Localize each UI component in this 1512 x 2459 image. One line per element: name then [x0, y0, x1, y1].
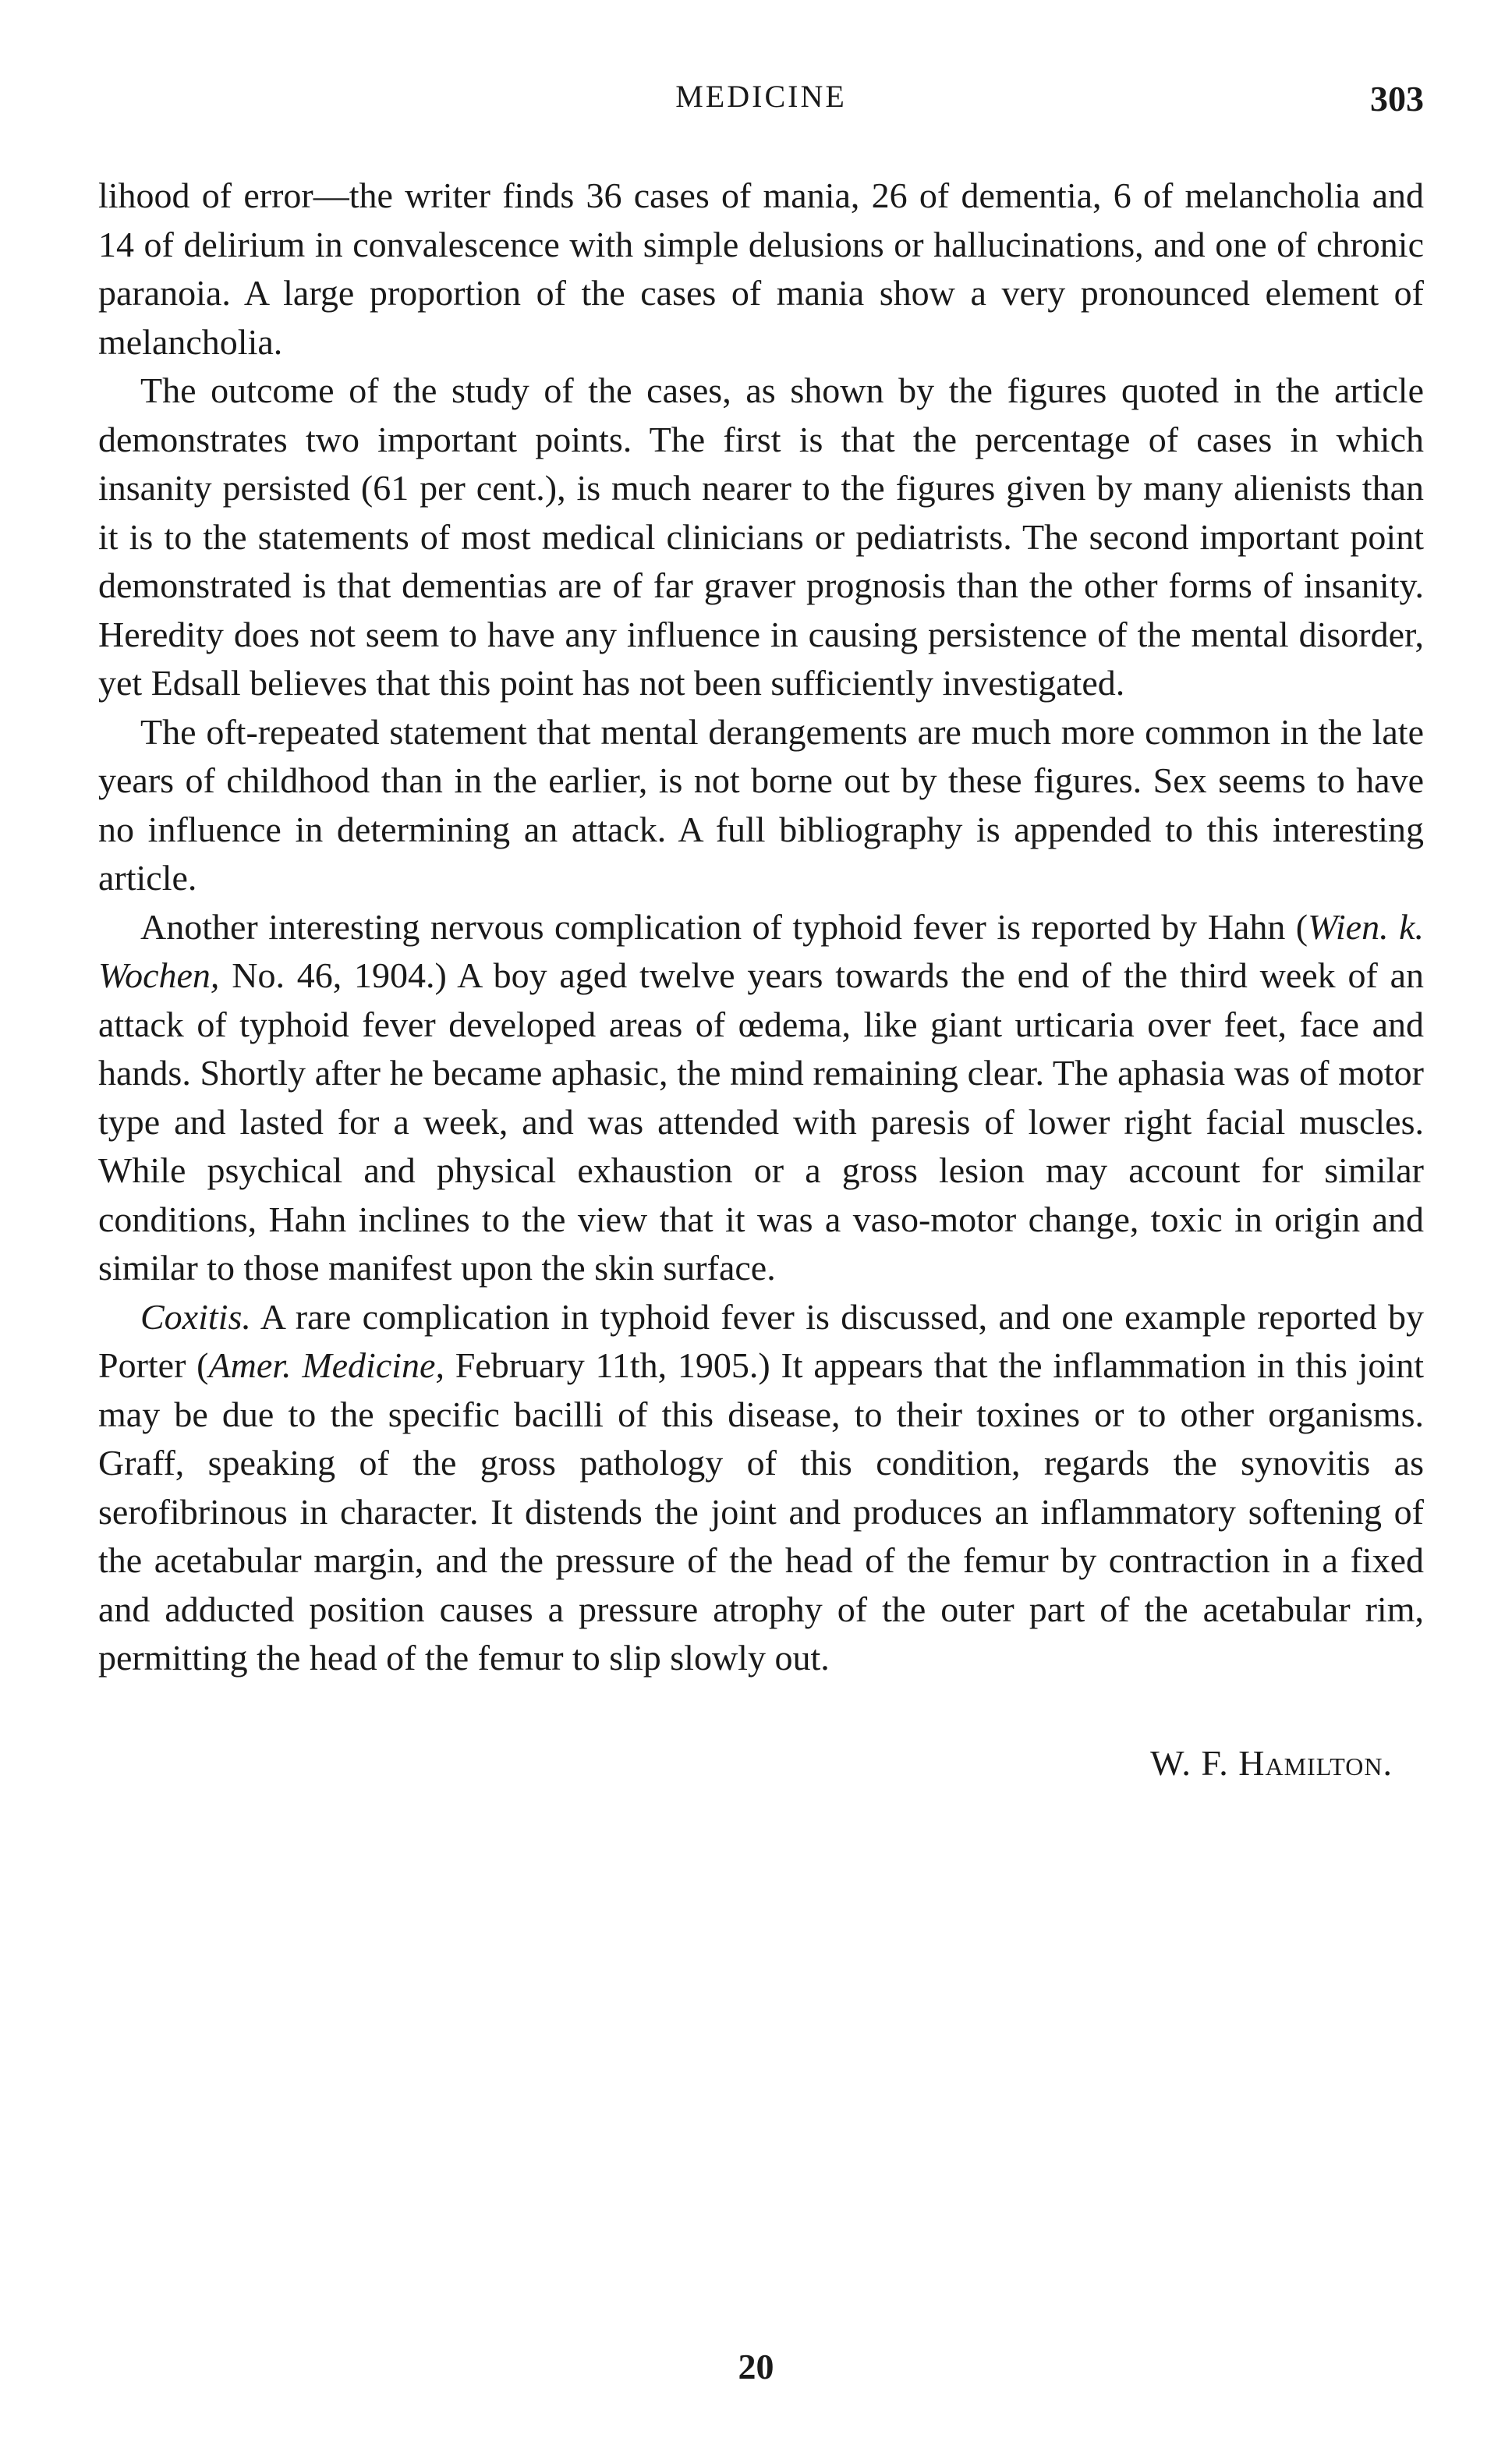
folio: 20	[738, 2347, 774, 2386]
text-run: lihood of error—the writer finds 36 cases of mania, 26 of dementia, 6 of melancholia and 14 of delirium in convalescence with simple delusions or hallucinations, and one of chronic paranoia. A large proportion of the cases of mania show a very pronounced element of melancholia.	[98, 175, 1424, 362]
paragraph	[98, 367, 1424, 708]
italic-text: Wien. k. Wochen,	[98, 906, 1424, 995]
text-run: February 11th, 1905.) It appears that the inflammation in this joint may be due to the specific bacilli of this disease, to their toxines or to other organisms. Graff, speaking of the gross pathology of this condition, regards the synovitis as serofibrinous in character. It distends the joint and produces an inflammatory softening of the acetabular margin, and the pressure of the head of the femur by contraction in a fixed and adducted position causes a pressure atrophy of the outer part of the acetabular rim, permitting the head of the femur to slip slowly out.	[98, 1345, 1424, 1678]
paragraph	[98, 1293, 1424, 1683]
signature-initials: W. F.	[1150, 1742, 1239, 1783]
paragraph	[98, 903, 1424, 1293]
signature-surname: Hamilton.	[1238, 1742, 1393, 1783]
text-run: The oft-repeated statement that mental derangements are much more common in the late years of childhood than in the earlier, is not borne out by these figures. Sex seems to have no influence in determining an attack. A full bibliography is appended to this interesting article.	[98, 711, 1424, 898]
text-run: Another interesting nervous complication of typhoid fever is reported by Hahn (	[140, 906, 1308, 947]
paragraph	[98, 708, 1424, 903]
book-page	[98, 78, 1424, 1784]
paragraph	[98, 172, 1424, 367]
author-signature	[98, 1742, 1424, 1784]
text-run: No. 46, 1904.) A boy aged twelve years towards the end of the third week of an attack of typhoid fever developed areas of œdema, like giant urticaria over feet, face and hands. Shortly after he became aphasic, the mind remaining clear. The aphasia was of motor type and lasted for a week, and was attended with paresis of lower right facial muscles. While psychical and physical exhaustion or a gross lesion may account for similar conditions, Hahn inclines to the view that it was a vaso-motor change, toxic in origin and similar to those manifest upon the skin surface.	[98, 955, 1424, 1288]
text-run: The outcome of the study of the cases, as shown by the figures quoted in the article demonstrates two important points. The first is that the percentage of cases in which insanity persisted (61 per cent.), is much nearer to the figures given by many alienists than it is to the statements of most medical clinicians or pediatrists. The second important point demonstrated is that dementias are of far graver prognosis than the other forms of insanity. Heredity does not seem to have any influence in causing persistence of the mental disorder, yet Edsall believes that this point has not been sufficiently investigated.	[98, 370, 1424, 703]
text-run: A rare complication in typhoid fever is discussed, and one example reported by Porter (	[98, 1296, 1424, 1385]
body-text	[98, 172, 1424, 1683]
italic-text: Coxitis.	[140, 1296, 251, 1337]
italic-text: Amer. Medicine,	[208, 1345, 444, 1385]
running-head	[98, 78, 1424, 128]
page-number: 303	[1370, 79, 1424, 119]
running-title: MEDICINE	[675, 79, 847, 114]
